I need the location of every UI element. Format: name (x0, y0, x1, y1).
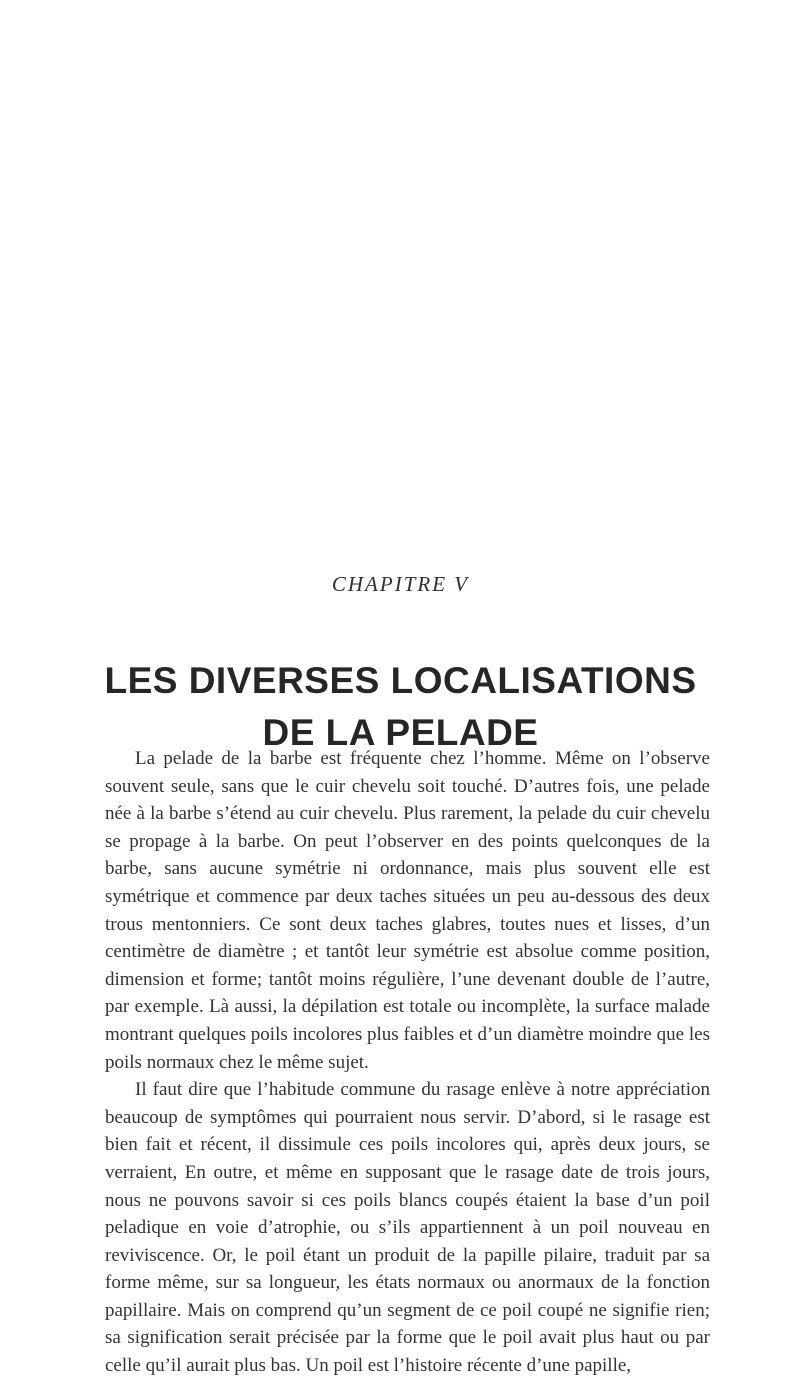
paragraph-1: La pelade de la barbe est fréquente chez l’homme. Même on l’observe souvent seule, sans que le cuir chevelu soit touché. D’autres fois, une pelade née à la barbe s’étend au cuir chevelu. Plus rarement, la pelade du cuir chevelu se propage à la barbe. On peut l’observer en des points quelconques de la barbe, sans aucune symétrie ni ordonnance, mais plus souvent elle est symétrique et commence par deux taches situées un peu au-dessous des deux trous mentonniers. Ce sont deux taches glabres, toutes nues et lisses, d’un centimètre de diamètre ; et tantôt leur symétrie est absolue comme position, dimension et forme; tantôt moins régulière, l’une devenant double de l’autre, par exemple. Là aussi, la dépilation est totale ou incomplète, la surface malade montrant quelques poils incolores plus faibles et d’un diamètre moindre que les poils normaux chez le même sujet. (105, 748, 710, 1073)
chapter-title (0, 655, 801, 759)
chapter-title-line-2: DE LA PELADE (262, 711, 539, 753)
body-text (105, 745, 710, 1380)
chapter-title-line-1: LES DIVERSES LOCALISATIONS (104, 659, 697, 701)
chapter-label: CHAPITRE V (331, 572, 470, 596)
paragraph-2: Il faut dire que l’habitude commune du rasage enlève à notre appréciation beaucoup de symptômes qui pourraient nous servir. D’abord, si le rasage est bien fait et récent, il dissimule ces poils incolores qui, après deux jours, se verraient, En outre, et même en supposant que le rasage date de trois jours, nous ne pouvons savoir si ces poils blancs coupés étaient la base d’un poil peladique en voie d’atrophie, ou s’ils appartiennent à un poil nouveau en reviviscence. Or, le poil étant un produit de la papille pilaire, traduit par sa forme même, sur sa longueur, les états normaux ou anormaux de la fonction papillaire. Mais on comprend qu’un segment de ce poil coupé ne signifie rien; sa signification serait précisée par la forme que le poil avait plus haut ou par celle qu’il aurait plus bas. Un poil est l’histoire récente d’une papille, (105, 1079, 710, 1377)
